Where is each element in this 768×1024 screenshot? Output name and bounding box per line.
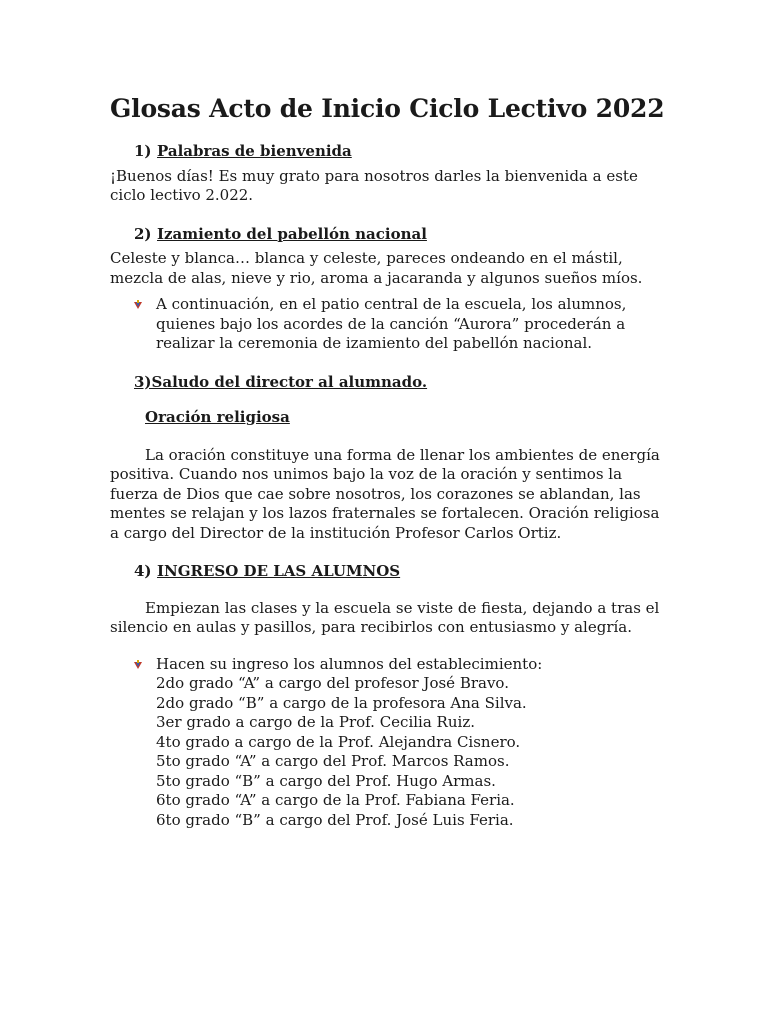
section-1-paragraph: ¡Buenos días! Es muy grato para nosotros darles la bienvenida a este ciclo lectivo 2.022. (110, 166, 638, 204)
section-4-number: 4) (134, 562, 152, 580)
document-title: Glosas Acto de Inicio Ciclo Lectivo 2022 (110, 94, 665, 123)
section-2-bullet (156, 295, 668, 354)
bullet-arrow-icon (133, 660, 143, 670)
section-4-bullet (156, 655, 668, 831)
list-item: 2do grado “B” a cargo de la profesora Ana Silva. (156, 693, 527, 712)
list-item: 2do grado “A” a cargo del profesor José Bravo. (156, 674, 509, 692)
list-item: 5to grado “B” a cargo del Prof. Hugo Armas. (156, 771, 496, 790)
section-2-number: 2) (134, 224, 152, 243)
section-4-paragraph: Empiezan las clases y la escuela se viste de fiesta, dejando a tras el silencio en aulas y pasillos, para recibirlos con entusiasmo y alegría. (110, 598, 660, 636)
section-2-bullet-text: A continuación, en el patio central de la escuela, los alumnos, quienes bajo los acordes de la canción “Aurora” procederán a realizar la ceremonia de izamiento del pabellón nacional. (156, 295, 627, 352)
section-3-paragraph: La oración constituye una forma de llenar los ambientes de energía positiva. Cuando nos unimos bajo la voz de la oración y sentimos la fuerza de Dios que cae sobre nosotros, los corazones se ablandan, las mentes se relajan y los lazos fraternales se fortalecen. Oración religiosa a cargo del Director de la institución Profesor Carlos Ortiz. (110, 445, 660, 542)
list-item: Hacen su ingreso los alumnos del establecimiento: (156, 654, 543, 673)
section-4-title: INGRESO DE LAS ALUMNOS (157, 562, 401, 580)
bullet-arrow-icon (133, 300, 143, 310)
list-item: 5to grado “A” a cargo del Prof. Marcos Ramos. (156, 752, 510, 770)
section-1-number: 1) (134, 142, 152, 160)
list-item: 6to grado “A” a cargo de la Prof. Fabiana Feria. (156, 791, 515, 809)
list-item: 3er grado a cargo de la Prof. Cecilia Ruiz. (156, 713, 475, 731)
list-item: 6to grado “B” a cargo del Prof. José Luis Feria. (156, 810, 514, 829)
section-3-title: 3)Saludo del director al alumnado. (134, 372, 428, 391)
section-2-heading (134, 225, 668, 245)
section-2-title: Izamiento del pabellón nacional (157, 224, 427, 243)
section-1-heading (134, 142, 668, 162)
section-4-heading (134, 562, 668, 582)
section-2-paragraph: Celeste y blanca… blanca y celeste, pareces ondeando en el mástil, mezcla de alas, nieve y rio, aroma a jacaranda y algunos sueños míos. (110, 249, 643, 287)
section-3-heading (134, 373, 668, 393)
list-item: 4to grado a cargo de la Prof. Alejandra Cisnero. (156, 732, 521, 751)
section-3-subheading: Oración religiosa (145, 408, 290, 426)
section-1-title: Palabras de bienvenida (157, 142, 352, 160)
